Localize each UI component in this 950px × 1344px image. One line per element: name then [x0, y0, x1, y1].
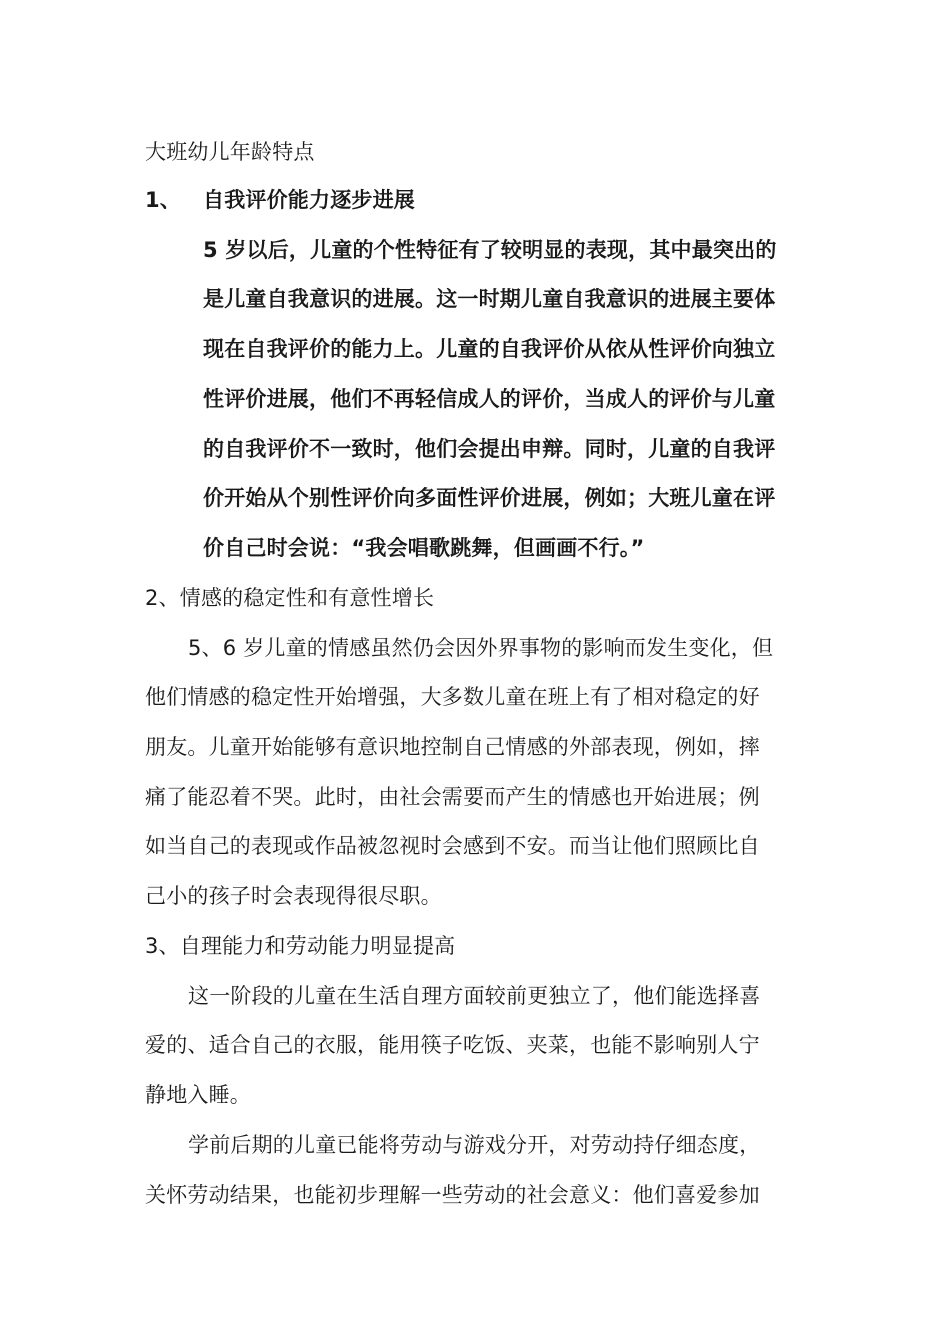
- paragraph-line: 性评价进展，他们不再轻信成人的评价，当成人的评价与儿童: [203, 387, 776, 411]
- paragraph-line: 现在自我评价的能力上。儿童的自我评价从依从性评价向独立: [203, 337, 776, 361]
- paragraph-line: 价自己时会说：“我会唱歌跳舞，但画画不行。”: [203, 536, 645, 560]
- document-title: 大班幼儿年龄特点: [145, 140, 315, 164]
- section-2-heading: 2、情感的稳定性和有意性增长: [145, 586, 435, 610]
- paragraph-line: 痛了能忍着不哭。此时，由社会需要而产生的情感也开始进展；例: [145, 785, 760, 809]
- section-3-heading: 3、自理能力和劳动能力明显提高: [145, 934, 456, 958]
- paragraph-line: 关怀劳动结果，也能初步理解一些劳动的社会意义：他们喜爱参加: [145, 1183, 760, 1207]
- paragraph-line: 己小的孩子时会表现得很尽职。: [145, 884, 442, 908]
- section-1-heading: 自我评价能力逐步进展: [203, 188, 415, 212]
- paragraph-line: 静地入睡。: [145, 1083, 251, 1107]
- paragraph-line: 的自我评价不一致时，他们会提出申辩。同时，儿童的自我评: [203, 437, 776, 461]
- paragraph-line: 朋友。儿童开始能够有意识地控制自己情感的外部表现，例如，摔: [145, 735, 760, 759]
- paragraph-line: 这一阶段的儿童在生活自理方面较前更独立了，他们能选择喜: [188, 984, 761, 1008]
- paragraph-line: 学前后期的儿童已能将劳动与游戏分开，对劳动持仔细态度，: [188, 1133, 761, 1157]
- paragraph-line: 爱的、适合自己的衣服，能用筷子吃饭、夹菜，也能不影响别人宁: [145, 1033, 760, 1057]
- paragraph-line: 5、6 岁儿童的情感虽然仍会因外界事物的影响而发生变化，但: [188, 636, 774, 660]
- paragraph-line: 他们情感的稳定性开始增强，大多数儿童在班上有了相对稳定的好: [145, 685, 760, 709]
- paragraph-line: 5 岁以后，儿童的个性特征有了较明显的表现，其中最突出的: [203, 238, 777, 262]
- paragraph-line: 如当自己的表现或作品被忽视时会感到不安。而当让他们照顾比自: [145, 834, 760, 858]
- section-1-number: 1、: [145, 188, 182, 212]
- paragraph-line: 价开始从个别性评价向多面性评价进展，例如；大班儿童在评: [203, 486, 776, 510]
- paragraph-line: 是儿童自我意识的进展。这一时期儿童自我意识的进展主要体: [203, 287, 776, 311]
